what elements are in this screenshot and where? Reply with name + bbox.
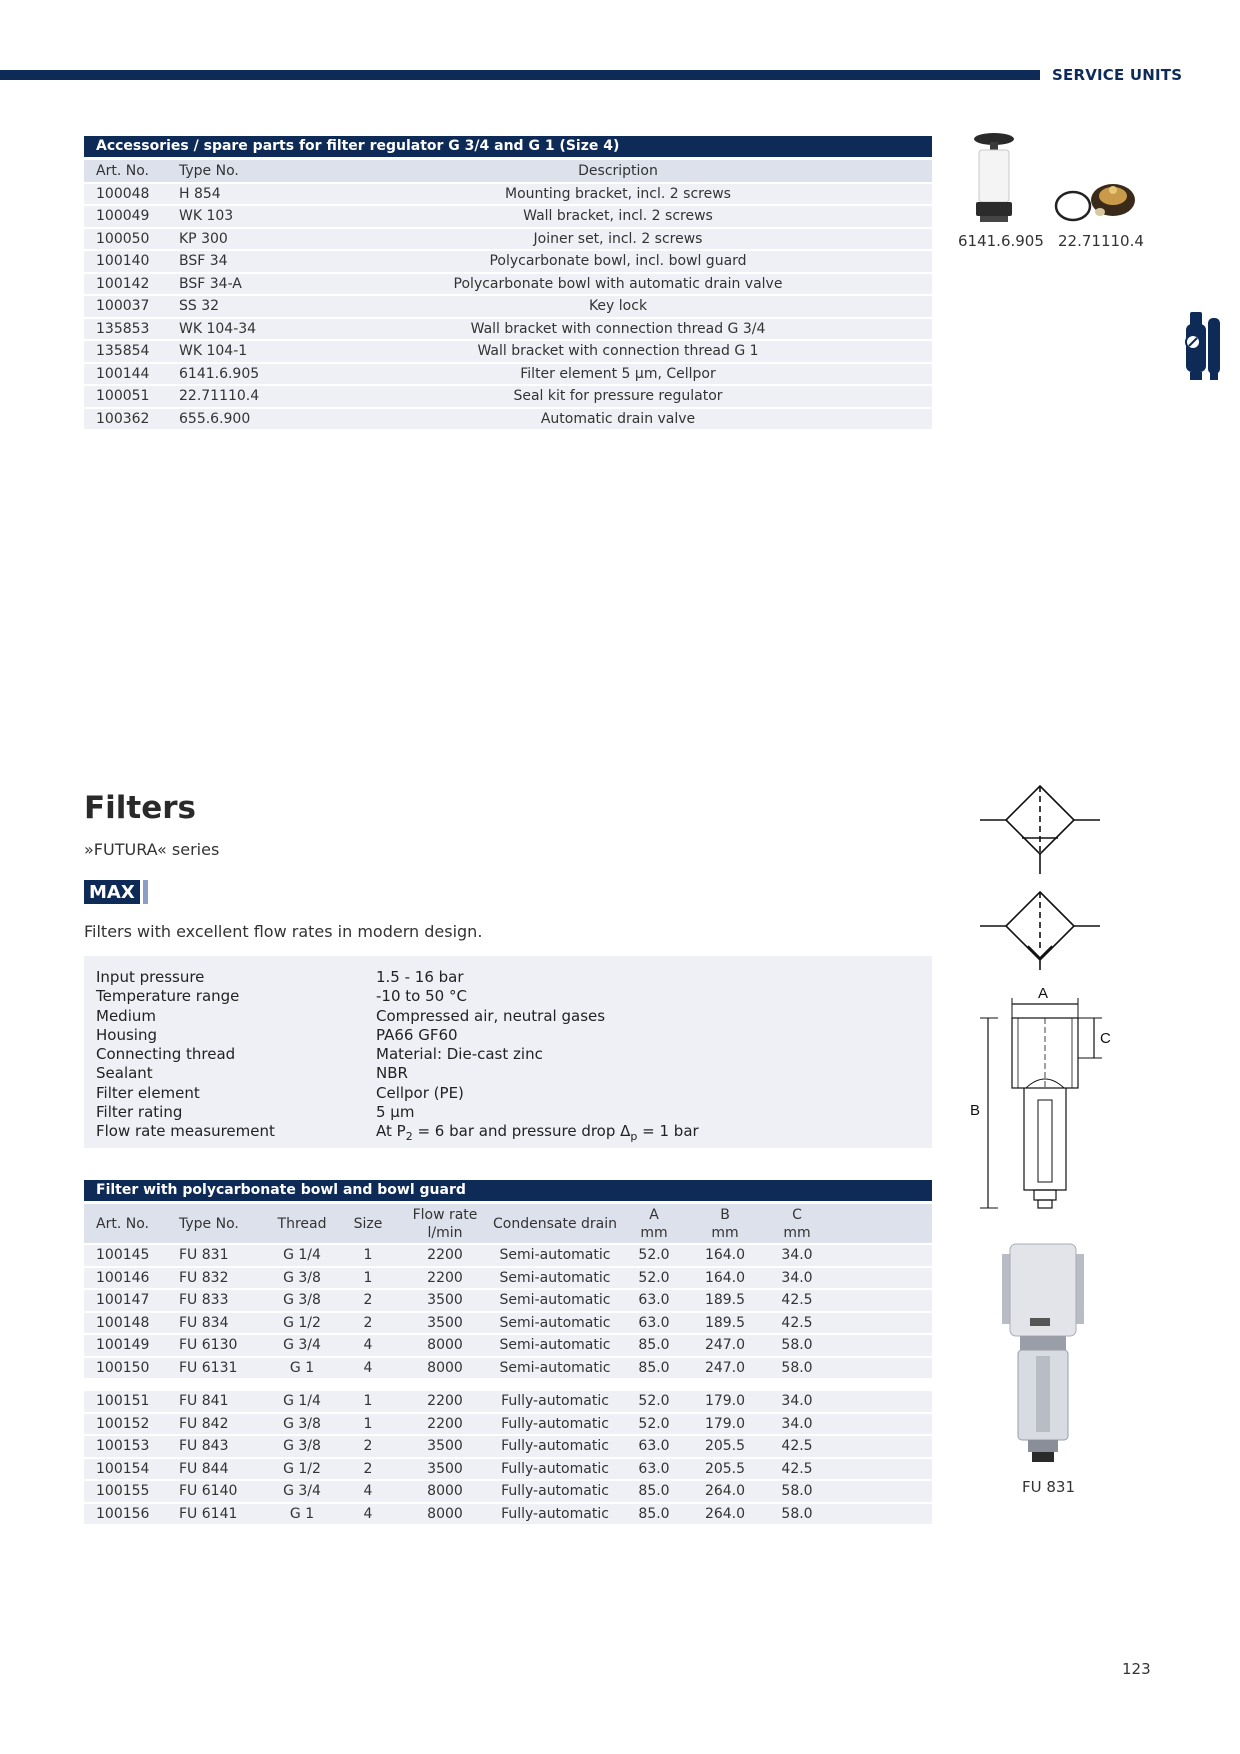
art-no-cell: 100144 xyxy=(84,363,179,386)
art-no-cell: 100050 xyxy=(84,228,179,251)
spec-value: Cellpor (PE) xyxy=(376,1083,464,1102)
type-no-cell: FU 833 xyxy=(179,1289,267,1312)
description-cell: Key lock xyxy=(304,295,932,318)
col-flow-rate: Flow rate l/min xyxy=(399,1204,491,1244)
art-no-cell: 100142 xyxy=(84,273,179,296)
art-no-cell: 100048 xyxy=(84,183,179,206)
table-row xyxy=(84,1458,932,1481)
spec-key: Filter element xyxy=(96,1083,200,1102)
dim-c-cell: 34.0 xyxy=(761,1390,833,1413)
dim-c-cell: 42.5 xyxy=(761,1458,833,1481)
drain-cell: Semi-automatic xyxy=(491,1267,619,1290)
description-cell: Wall bracket with connection thread G 1 xyxy=(304,340,932,363)
size-cell: 4 xyxy=(337,1503,399,1526)
type-no-cell: 6141.6.905 xyxy=(179,363,304,386)
accessories-body xyxy=(84,183,932,431)
thread-cell: G 1/4 xyxy=(267,1244,337,1267)
table-row xyxy=(84,318,932,341)
dim-b-cell: 247.0 xyxy=(689,1357,761,1380)
drain-cell: Fully-automatic xyxy=(491,1503,619,1526)
table-row xyxy=(84,205,932,228)
col-condensate-drain: Condensate drain xyxy=(491,1204,619,1244)
accessories-table xyxy=(84,160,932,431)
type-no-cell: FU 831 xyxy=(179,1244,267,1267)
size-cell: 2 xyxy=(337,1289,399,1312)
spec-row xyxy=(96,968,932,987)
art-no-cell: 135854 xyxy=(84,340,179,363)
dim-a-cell: 63.0 xyxy=(619,1458,689,1481)
drain-cell: Semi-automatic xyxy=(491,1357,619,1380)
table-row xyxy=(84,1267,932,1290)
spec-value: 5 µm xyxy=(376,1103,415,1122)
flow-rate-cell: 8000 xyxy=(399,1334,491,1357)
dim-c-cell: 58.0 xyxy=(761,1334,833,1357)
thread-cell: G 3/8 xyxy=(267,1289,337,1312)
col-type-no: Type No. xyxy=(179,1204,267,1244)
dim-a-cell: 52.0 xyxy=(619,1390,689,1413)
flow-rate-cell: 3500 xyxy=(399,1312,491,1335)
description-cell: Seal kit for pressure regulator xyxy=(304,385,932,408)
table-row xyxy=(84,363,932,386)
section-label: SERVICE UNITS xyxy=(1052,66,1183,84)
drain-cell: Fully-automatic xyxy=(491,1458,619,1481)
spec-key: Temperature range xyxy=(96,987,240,1006)
size-cell: 1 xyxy=(337,1244,399,1267)
art-no-cell: 100049 xyxy=(84,205,179,228)
type-no-cell: FU 6130 xyxy=(179,1334,267,1357)
filter-element-caption: 6141.6.905 xyxy=(958,232,1044,250)
dim-a-cell: 85.0 xyxy=(619,1503,689,1526)
dim-b-cell: 205.5 xyxy=(689,1458,761,1481)
filter-symbol-semi xyxy=(980,782,1100,882)
table-row xyxy=(84,1244,932,1267)
spec-key: Medium xyxy=(96,1006,156,1025)
spec-key: Input pressure xyxy=(96,968,205,986)
spec-row xyxy=(96,1045,932,1064)
type-no-cell: 655.6.900 xyxy=(179,408,304,431)
dim-b-cell: 179.0 xyxy=(689,1390,761,1413)
spec-value: Compressed air, neutral gases xyxy=(376,1006,606,1025)
thread-cell: G 1 xyxy=(267,1357,337,1380)
flow-rate-cell: 2200 xyxy=(399,1413,491,1436)
spec-key: Filter rating xyxy=(96,1103,183,1122)
series-name: »FUTURA« series xyxy=(84,840,220,859)
dim-a-cell: 52.0 xyxy=(619,1244,689,1267)
dim-c-cell: 42.5 xyxy=(761,1435,833,1458)
dim-c-cell: 42.5 xyxy=(761,1289,833,1312)
filter-table-title: Filter with polycarbonate bowl and bowl guard xyxy=(84,1180,932,1201)
type-no-cell: FU 832 xyxy=(179,1267,267,1290)
dim-a-cell: 63.0 xyxy=(619,1289,689,1312)
description-cell: Wall bracket with connection thread G 3/4 xyxy=(304,318,932,341)
dim-c-cell: 58.0 xyxy=(761,1503,833,1526)
table-row xyxy=(84,1390,932,1413)
thread-cell: G 3/4 xyxy=(267,1480,337,1503)
art-no-cell: 100154 xyxy=(84,1458,179,1481)
table-row xyxy=(84,385,932,408)
size-cell: 4 xyxy=(337,1480,399,1503)
filters-heading: Filters xyxy=(84,790,197,826)
dimension-a-label: A xyxy=(1038,985,1049,1002)
thread-cell: G 1/2 xyxy=(267,1312,337,1335)
col-type-no: Type No. xyxy=(179,160,304,183)
thread-cell: G 3/8 xyxy=(267,1267,337,1290)
col-thread: Thread xyxy=(267,1204,337,1244)
table-row xyxy=(84,250,932,273)
accessories-table-title: Accessories / spare parts for filter regulator G 3/4 and G 1 (Size 4) xyxy=(84,136,932,157)
spec-value: PA66 GF60 xyxy=(376,1025,458,1044)
dim-b-cell: 264.0 xyxy=(689,1480,761,1503)
page-number: 123 xyxy=(1122,1660,1151,1678)
spec-value: 1.5 - 16 bar xyxy=(376,968,464,986)
max-badge-bar xyxy=(143,880,148,904)
spec-key: Connecting thread xyxy=(96,1045,236,1064)
dim-b-cell: 205.5 xyxy=(689,1435,761,1458)
table-row xyxy=(84,183,932,206)
size-cell: 1 xyxy=(337,1413,399,1436)
dim-b-cell: 264.0 xyxy=(689,1503,761,1526)
type-no-cell: WK 104-34 xyxy=(179,318,304,341)
type-no-cell: FU 843 xyxy=(179,1435,267,1458)
dim-b-cell: 189.5 xyxy=(689,1312,761,1335)
art-no-cell: 100152 xyxy=(84,1413,179,1436)
spec-row xyxy=(96,1064,932,1083)
art-no-cell: 100140 xyxy=(84,250,179,273)
filter-symbol-fully xyxy=(980,888,1100,988)
table-row xyxy=(84,1289,932,1312)
dim-b-cell: 189.5 xyxy=(689,1289,761,1312)
description-cell: Polycarbonate bowl with automatic drain valve xyxy=(304,273,932,296)
dim-a-cell: 85.0 xyxy=(619,1334,689,1357)
dim-a-cell: 85.0 xyxy=(619,1480,689,1503)
dim-c-cell: 58.0 xyxy=(761,1357,833,1380)
dim-b-cell: 164.0 xyxy=(689,1267,761,1290)
spec-value: Material: Die-cast zinc xyxy=(376,1045,543,1064)
dimension-b-label: B xyxy=(970,1102,981,1119)
thread-cell: G 1/2 xyxy=(267,1458,337,1481)
art-no-cell: 100146 xyxy=(84,1267,179,1290)
dimension-drawing xyxy=(970,985,1111,1220)
col-a: A mm xyxy=(619,1204,689,1244)
art-no-cell: 100145 xyxy=(84,1244,179,1267)
drain-cell: Fully-automatic xyxy=(491,1480,619,1503)
thread-cell: G 1/4 xyxy=(267,1390,337,1413)
filter-table-body xyxy=(84,1244,932,1525)
dim-b-cell: 179.0 xyxy=(689,1413,761,1436)
flow-rate-cell: 3500 xyxy=(399,1289,491,1312)
col-c: C mm xyxy=(761,1204,833,1244)
filter-table xyxy=(84,1204,932,1526)
dim-b-cell: 164.0 xyxy=(689,1244,761,1267)
table-row xyxy=(84,228,932,251)
art-no-cell: 100155 xyxy=(84,1480,179,1503)
table-row xyxy=(84,1480,932,1503)
filters-intro: Filters with excellent flow rates in modern design. xyxy=(84,922,483,941)
thread-cell: G 3/8 xyxy=(267,1435,337,1458)
spec-key: Sealant xyxy=(96,1064,153,1083)
table-row xyxy=(84,1334,932,1357)
filter-element-image xyxy=(968,132,1020,224)
size-cell: 2 xyxy=(337,1458,399,1481)
flow-rate-cell: 8000 xyxy=(399,1503,491,1526)
art-no-cell: 100051 xyxy=(84,385,179,408)
seal-kit-caption: 22.71110.4 xyxy=(1058,232,1144,250)
art-no-cell: 100151 xyxy=(84,1390,179,1413)
flow-rate-cell: 3500 xyxy=(399,1435,491,1458)
flow-rate-cell: 3500 xyxy=(399,1458,491,1481)
table-row xyxy=(84,1413,932,1436)
dim-a-cell: 52.0 xyxy=(619,1267,689,1290)
col-art-no: Art. No. xyxy=(84,160,179,183)
flow-rate-cell: 2200 xyxy=(399,1244,491,1267)
dim-a-cell: 52.0 xyxy=(619,1413,689,1436)
spec-row xyxy=(96,987,932,1006)
spec-key: Flow rate measurement xyxy=(96,1122,275,1141)
type-no-cell: FU 6131 xyxy=(179,1357,267,1380)
col-b: B mm xyxy=(689,1204,761,1244)
drain-cell: Semi-automatic xyxy=(491,1289,619,1312)
spec-value: -10 to 50 °C xyxy=(376,987,467,1006)
spec-key: Housing xyxy=(96,1025,157,1044)
type-no-cell: H 854 xyxy=(179,183,304,206)
type-no-cell: SS 32 xyxy=(179,295,304,318)
drain-cell: Fully-automatic xyxy=(491,1435,619,1458)
dim-c-cell: 34.0 xyxy=(761,1413,833,1436)
col-size: Size xyxy=(337,1204,399,1244)
max-badge xyxy=(84,880,148,904)
description-cell: Mounting bracket, incl. 2 screws xyxy=(304,183,932,206)
drain-cell: Semi-automatic xyxy=(491,1312,619,1335)
type-no-cell: BSF 34 xyxy=(179,250,304,273)
table-row xyxy=(84,273,932,296)
size-cell: 1 xyxy=(337,1390,399,1413)
drain-cell: Fully-automatic xyxy=(491,1413,619,1436)
description-cell: Polycarbonate bowl, incl. bowl guard xyxy=(304,250,932,273)
spec-row xyxy=(96,1103,932,1122)
art-no-cell: 100147 xyxy=(84,1289,179,1312)
drain-cell: Semi-automatic xyxy=(491,1334,619,1357)
product-caption: FU 831 xyxy=(1022,1478,1076,1496)
type-no-cell: KP 300 xyxy=(179,228,304,251)
dim-a-cell: 63.0 xyxy=(619,1312,689,1335)
spec-row xyxy=(96,1084,932,1103)
flow-rate-cell: 8000 xyxy=(399,1357,491,1380)
art-no-cell: 135853 xyxy=(84,318,179,341)
type-no-cell: FU 841 xyxy=(179,1390,267,1413)
thread-cell: G 1 xyxy=(267,1503,337,1526)
description-cell: Automatic drain valve xyxy=(304,408,932,431)
spec-box xyxy=(84,956,932,1148)
art-no-cell: 100153 xyxy=(84,1435,179,1458)
dim-c-cell: 42.5 xyxy=(761,1312,833,1335)
size-cell: 4 xyxy=(337,1357,399,1380)
flow-rate-cell: 2200 xyxy=(399,1390,491,1413)
art-no-cell: 100156 xyxy=(84,1503,179,1526)
drain-cell: Semi-automatic xyxy=(491,1244,619,1267)
type-no-cell: WK 103 xyxy=(179,205,304,228)
thread-cell: G 3/4 xyxy=(267,1334,337,1357)
art-no-cell: 100149 xyxy=(84,1334,179,1357)
type-no-cell: FU 6140 xyxy=(179,1480,267,1503)
description-cell: Joiner set, incl. 2 screws xyxy=(304,228,932,251)
dimension-c-label: C xyxy=(1100,1030,1111,1047)
type-no-cell: FU 844 xyxy=(179,1458,267,1481)
dim-c-cell: 34.0 xyxy=(761,1267,833,1290)
type-no-cell: FU 6141 xyxy=(179,1503,267,1526)
art-no-cell: 100150 xyxy=(84,1357,179,1380)
col-art-no: Art. No. xyxy=(84,1204,179,1244)
drain-cell: Fully-automatic xyxy=(491,1390,619,1413)
flow-rate-cell: 8000 xyxy=(399,1480,491,1503)
table-row xyxy=(84,408,932,431)
description-cell: Filter element 5 µm, Cellpor xyxy=(304,363,932,386)
col-description: Description xyxy=(304,160,932,183)
dim-c-cell: 34.0 xyxy=(761,1244,833,1267)
service-unit-icon xyxy=(1182,312,1228,382)
spec-value: At $P_2 = 6$ bar and pressure drop $\Delta_p = 1$ bar xyxy=(376,1122,699,1144)
table-row xyxy=(84,340,932,363)
seal-kit-image xyxy=(1055,178,1137,222)
dim-b-cell: 247.0 xyxy=(689,1334,761,1357)
size-cell: 2 xyxy=(337,1312,399,1335)
art-no-cell: 100362 xyxy=(84,408,179,431)
type-no-cell: FU 842 xyxy=(179,1413,267,1436)
product-image-fu831 xyxy=(1002,1244,1084,1466)
description-cell: Wall bracket, incl. 2 screws xyxy=(304,205,932,228)
size-cell: 1 xyxy=(337,1267,399,1290)
type-no-cell: WK 104-1 xyxy=(179,340,304,363)
table-row xyxy=(84,1435,932,1458)
flow-rate-cell: 2200 xyxy=(399,1267,491,1290)
table-row xyxy=(84,295,932,318)
accessories-header-row xyxy=(84,160,932,183)
filter-header-row xyxy=(84,1204,932,1244)
dim-c-cell: 58.0 xyxy=(761,1480,833,1503)
max-badge-label: MAX xyxy=(84,880,140,904)
thread-cell: G 3/8 xyxy=(267,1413,337,1436)
art-no-cell: 100037 xyxy=(84,295,179,318)
table-row xyxy=(84,1312,932,1335)
group-spacer xyxy=(84,1379,932,1390)
size-cell: 2 xyxy=(337,1435,399,1458)
type-no-cell: FU 834 xyxy=(179,1312,267,1335)
type-no-cell: 22.71110.4 xyxy=(179,385,304,408)
table-row xyxy=(84,1357,932,1380)
spec-row xyxy=(96,1026,932,1045)
spec-row-flow xyxy=(96,1122,932,1144)
spec-row xyxy=(96,1007,932,1026)
spec-value: NBR xyxy=(376,1064,408,1083)
size-cell: 4 xyxy=(337,1334,399,1357)
spec-rows xyxy=(96,968,932,1122)
type-no-cell: BSF 34-A xyxy=(179,273,304,296)
table-row xyxy=(84,1503,932,1526)
dim-a-cell: 63.0 xyxy=(619,1435,689,1458)
art-no-cell: 100148 xyxy=(84,1312,179,1335)
header-bar xyxy=(0,70,1040,80)
dim-a-cell: 85.0 xyxy=(619,1357,689,1380)
